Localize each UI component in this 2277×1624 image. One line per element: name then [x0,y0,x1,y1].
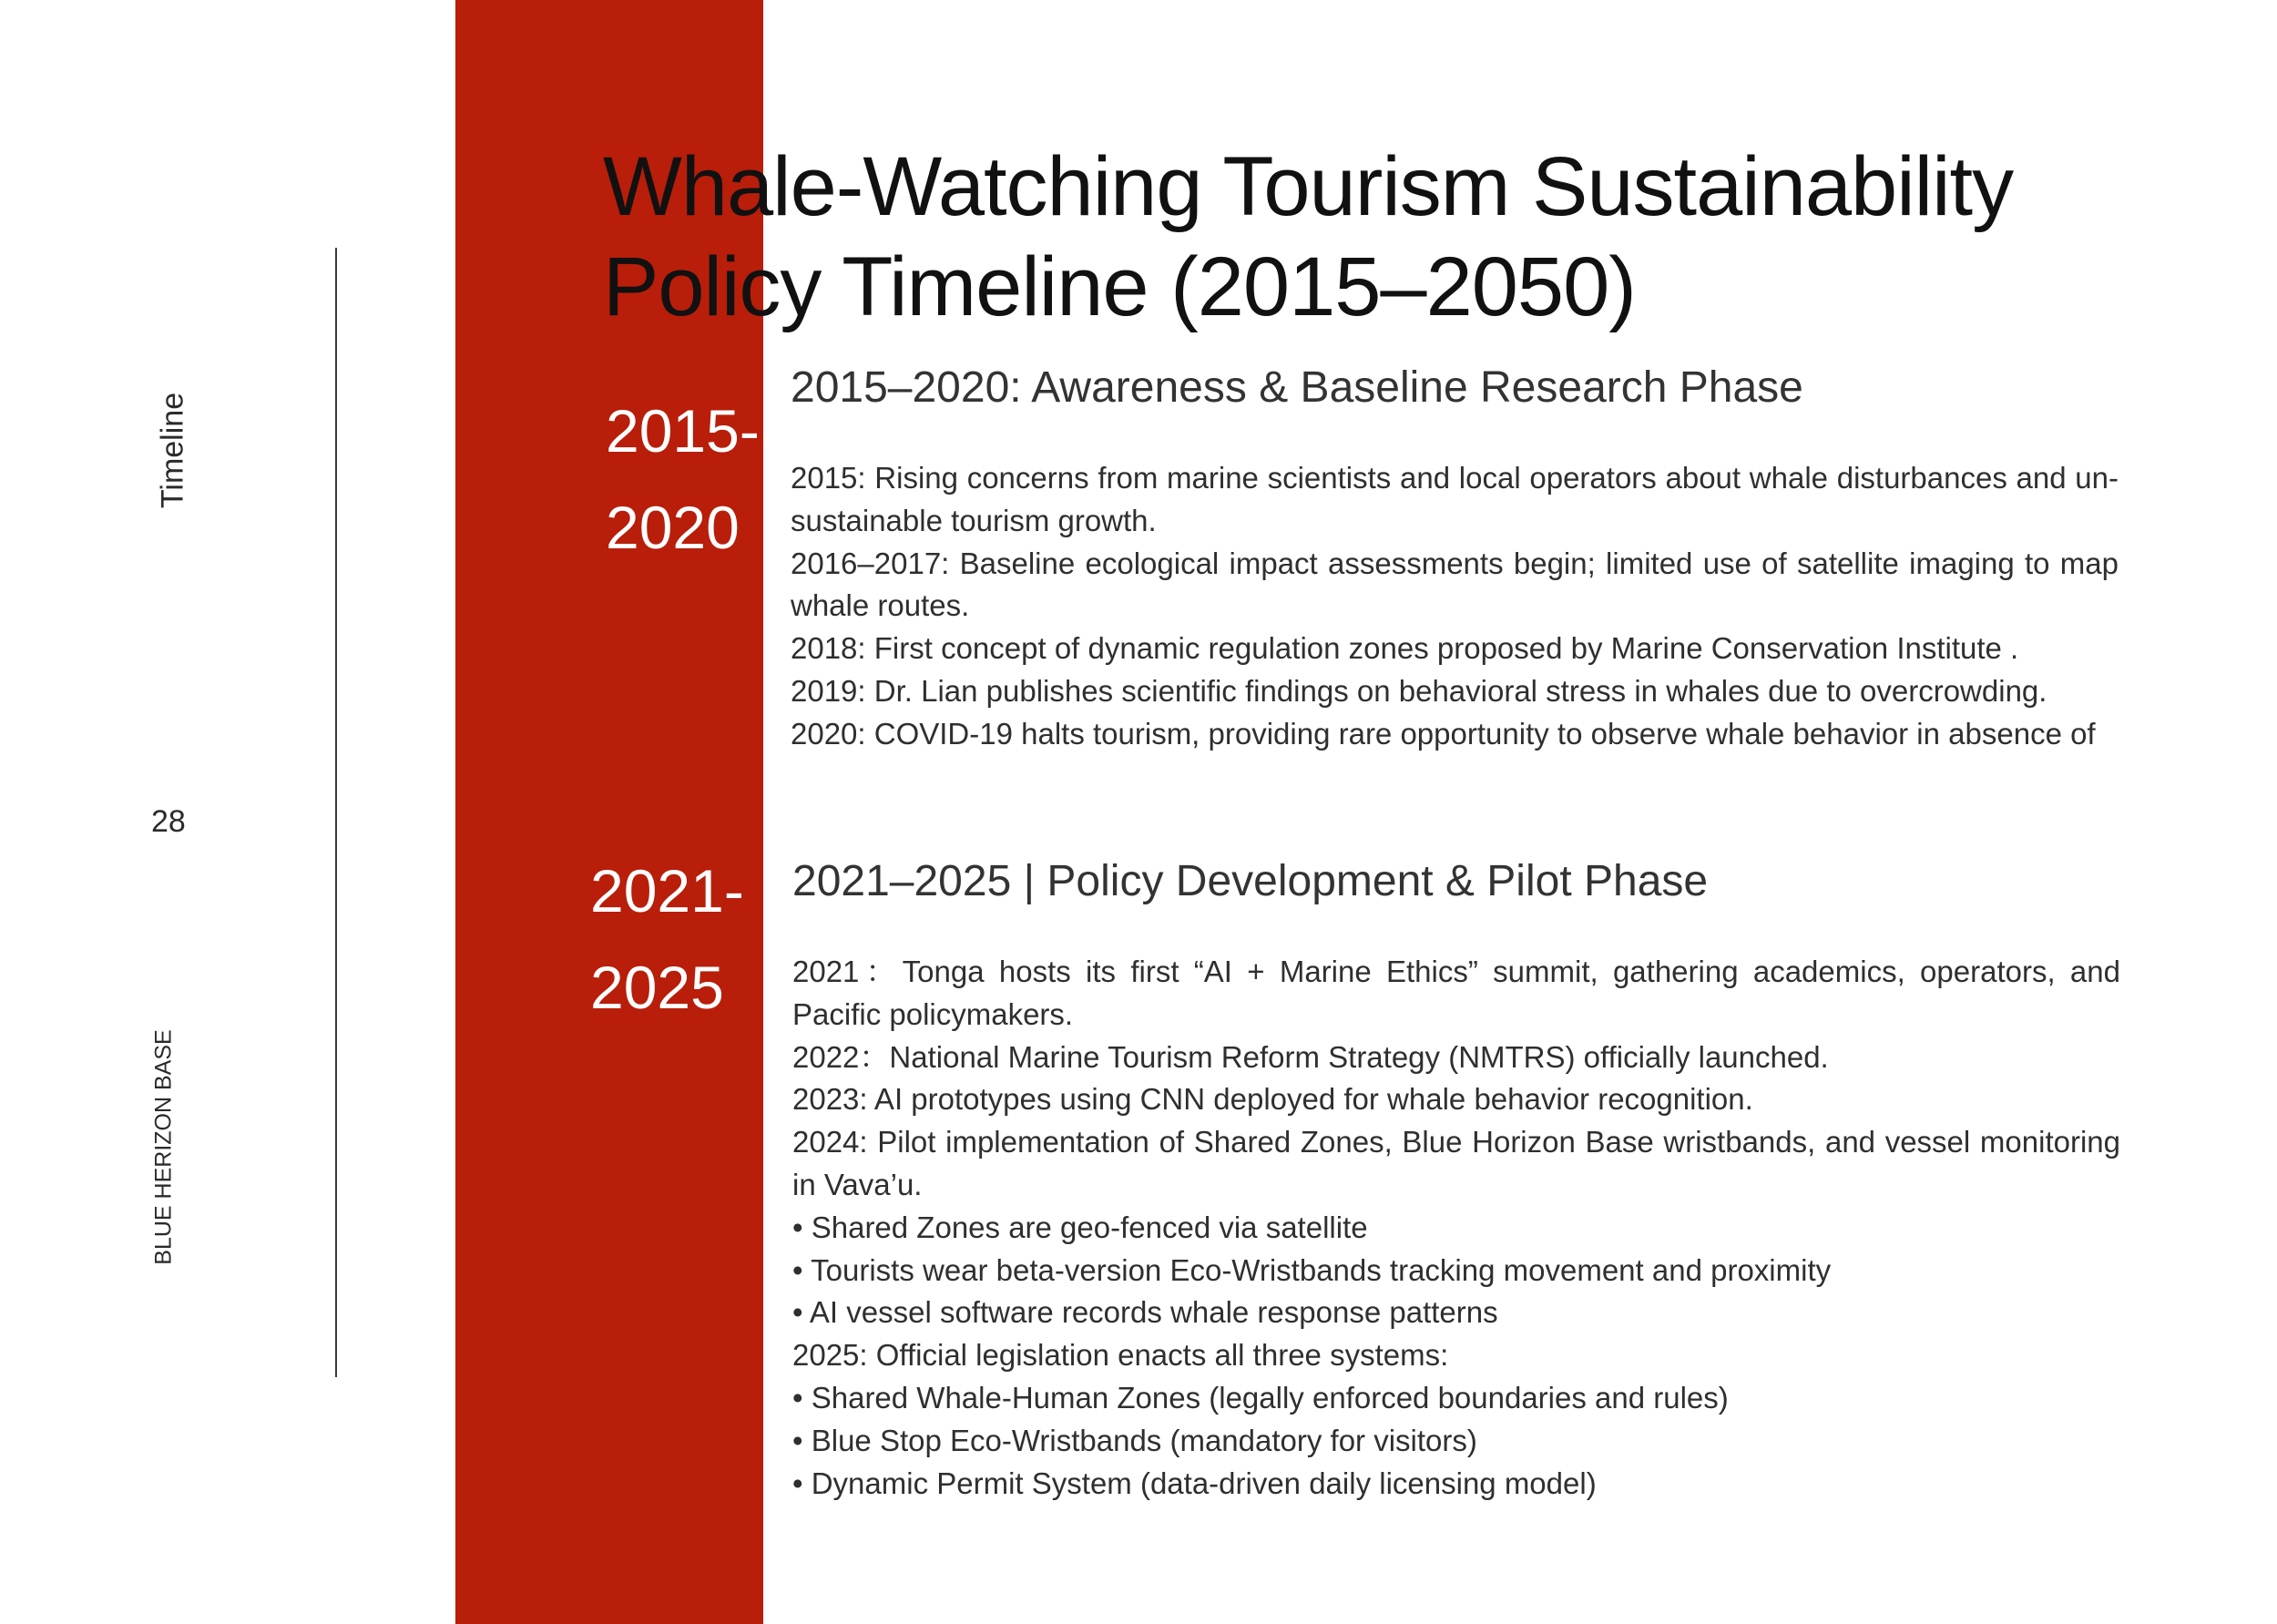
page-title-line-2: Policy Timeline (2015–2050) [603,240,1636,333]
period-end: 2025 [590,954,724,1021]
period-start: 2021- [590,857,744,924]
timeline-bullet: • Blue Stop Eco-Wristbands (mandatory for visitors) [792,1423,1477,1457]
period-end: 2020 [606,494,740,561]
timeline-entry: 2020: COVID-19 halts tourism, providing rare opportunity to observe whale behavior in absence of [791,716,2096,751]
period-label-2021-2025 [590,843,744,1036]
timeline-entry: 2021：Tonga hosts its first “AI + Marine Ethics” summit, gathering academics, operators, and Pacific policymakers. [792,955,2120,1031]
timeline-entry: 2023: AI prototypes using CNN deployed for whale behavior recognition. [792,1082,1753,1117]
page-title-line-1: Whale-Watching Tourism Sustainability [603,140,2014,233]
period-start: 2015- [606,397,760,465]
page-title [603,137,2242,337]
phase-heading-1: 2015–2020: Awareness & Baseline Research Phase [791,363,1803,412]
timeline-bullet: • Dynamic Permit System (data-driven daily licensing model) [792,1466,1597,1500]
side-section-label: Timeline [155,392,190,509]
phase-body-1 [791,457,2119,758]
timeline-entry: 2024: Pilot implementation of Shared Zones, Blue Horizon Base wristbands, and vessel monitoring in Vava’u. [792,1125,2120,1201]
side-brand-label: BLUE HERIZON BASE [150,1029,177,1265]
timeline-entry: 2025: Official legislation enacts all three systems: [792,1338,1449,1373]
side-vertical-rule [335,248,337,1377]
timeline-entry: 2019: Dr. Lian publishes scientific findings on behavioral stress in whales due to overcrowding. [791,673,2047,708]
timeline-bullet: • Tourists wear beta-version Eco-Wristbands tracking movement and proximity [792,1252,1832,1287]
timeline-entry: 2015: Rising concerns from marine scientists and local operators about whale disturbances and un-sustainable tourism growth. [791,461,2119,537]
timeline-bullet: • Shared Zones are geo-fenced via satellite [792,1210,1368,1244]
timeline-entry: 2018: First concept of dynamic regulation zones proposed by Marine Conservation Institute . [791,631,2019,666]
timeline-bullet: • Shared Whale-Human Zones (legally enforced boundaries and rules) [792,1380,1729,1415]
page-number: 28 [151,804,186,839]
period-label-2015-2020 [606,383,760,576]
phase-heading-2: 2021–2025 | Policy Development & Pilot Phase [792,857,1709,905]
phase-body-2 [792,951,2120,1505]
timeline-bullet: • AI vessel software records whale response patterns [792,1295,1498,1330]
timeline-entry: 2016–2017: Baseline ecological impact assessments begin; limited use of satellite imaging to map whale routes. [791,546,2119,623]
timeline-entry: 2022：National Marine Tourism Reform Strategy (NMTRS) officially launched. [792,1039,1829,1074]
